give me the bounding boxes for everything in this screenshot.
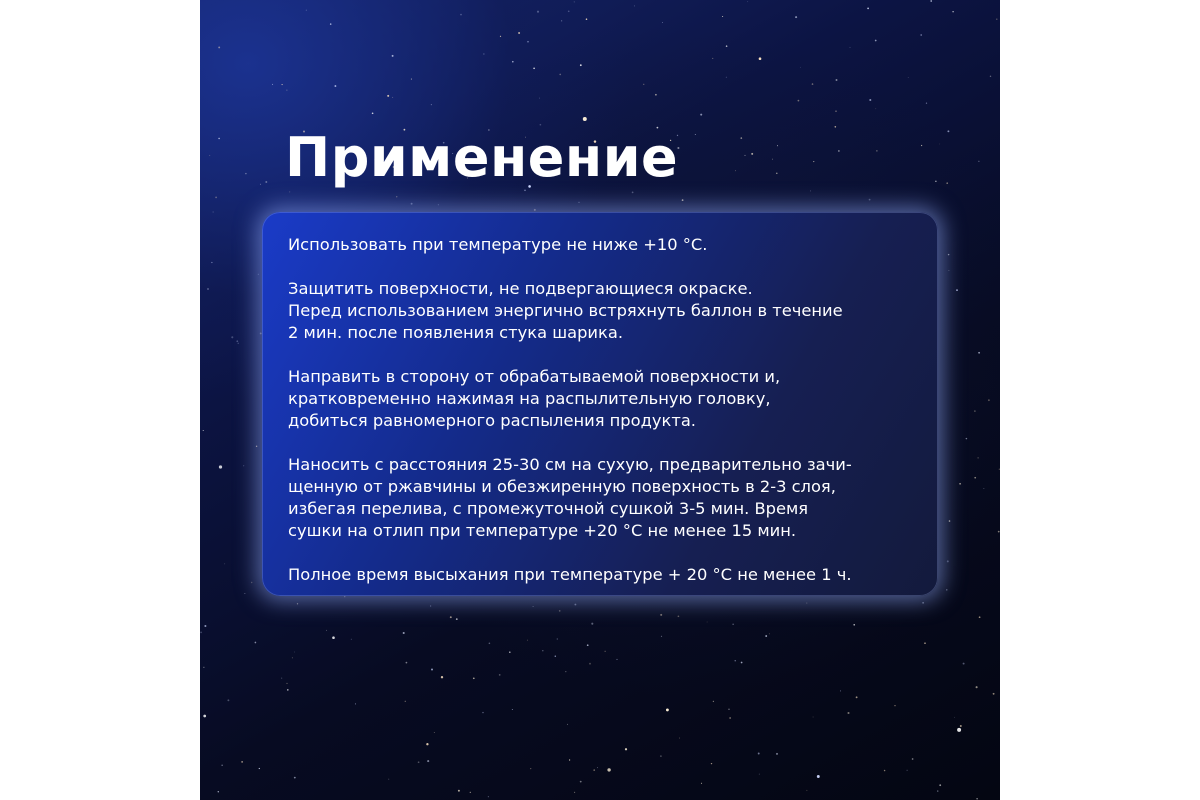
star [460,14,462,16]
text-line: Защитить поверхности, не подвергающиеся окраске. [288,279,753,298]
text-line: сушки на отлип при температуре +20 °С не менее 15 мин. [288,521,797,540]
paragraph-drying-time [288,564,916,586]
star [306,10,307,11]
star [617,659,618,660]
star [954,717,955,718]
star [998,531,1000,533]
star [974,410,975,411]
star [840,690,841,691]
star [569,759,570,760]
star [332,636,335,639]
star [555,655,556,656]
star [272,84,273,85]
star [218,138,219,139]
star [662,22,663,23]
star [700,114,702,116]
star [838,150,839,151]
star [326,630,327,631]
star [251,582,252,583]
star [765,635,767,637]
star [334,85,336,87]
star [222,765,223,766]
star [441,676,443,678]
star [213,212,214,213]
star [977,457,978,458]
star [747,1,748,2]
star [772,159,773,160]
star [884,770,886,772]
star [458,790,460,792]
star [218,791,219,792]
star [281,678,282,679]
star [800,67,801,68]
star [431,104,432,105]
star [660,755,662,757]
star [238,343,239,344]
star [935,181,936,182]
star [224,563,225,564]
star [776,173,777,174]
star [978,352,980,354]
star [678,615,680,617]
star [589,663,591,665]
star [922,602,923,603]
text-line: кратковременно нажимая на распылительную головку, [288,389,771,408]
paragraph-preparation [288,278,916,344]
star [259,768,260,769]
star [939,144,940,145]
star [912,758,914,760]
star [473,677,475,679]
star [218,46,220,48]
star [294,652,295,653]
star [949,520,951,522]
paragraph-application [288,454,916,542]
star [924,642,926,644]
star [978,161,979,162]
star [286,90,287,91]
star [867,7,869,9]
star [499,674,501,676]
star [524,189,526,191]
star [660,614,662,616]
star [542,650,543,651]
star [527,640,528,641]
star [470,792,471,793]
text-line: 2 мин. после появления стука шарика. [288,323,623,342]
paragraph-spraying [288,366,916,432]
star [729,717,730,718]
star [578,202,579,203]
star [712,58,713,59]
star [963,663,965,665]
star [926,103,927,104]
star [434,732,435,733]
star [411,203,413,205]
star [243,465,244,466]
star [806,603,807,604]
star [597,767,598,768]
star [741,662,743,664]
text-line: добиться равномерного распыления продукта. [288,411,696,430]
star [431,669,433,671]
star [875,40,877,42]
star [527,41,529,43]
star [806,790,807,791]
star [695,134,696,135]
star [726,45,728,47]
star [355,703,356,704]
star [956,289,958,291]
star [593,769,595,771]
star [810,190,811,191]
star [591,623,593,625]
star [200,632,202,634]
star [231,336,233,338]
star [282,84,283,85]
star [587,644,589,646]
star [583,117,587,121]
star [450,616,452,618]
star [849,47,850,48]
star [534,209,536,211]
star [661,636,662,637]
star [509,651,511,653]
star [605,651,606,652]
star [607,768,610,771]
star [869,199,871,201]
star [351,639,352,640]
star [245,173,246,174]
star [297,603,298,604]
star [405,701,406,702]
star [241,761,243,763]
star [999,469,1000,470]
text-line: Использовать при температуре не ниже +10 °С. [288,235,708,254]
star [960,725,962,727]
star [948,254,949,255]
star [976,798,977,799]
star [292,658,293,659]
star [759,57,762,60]
star [988,399,990,401]
star [812,83,814,85]
text-line: Перед использованием энергично встряхнуть баллон в течение [288,301,843,320]
star [561,20,562,21]
star [258,274,259,275]
star [993,693,995,695]
star [539,98,540,99]
star [211,262,212,263]
star [533,67,535,69]
star [372,112,374,114]
star [565,671,566,672]
star [769,634,770,635]
star [726,77,727,78]
star [219,465,222,468]
star [430,606,431,607]
star [655,94,657,96]
star [287,689,289,691]
star [682,199,684,201]
star [482,712,483,713]
star [947,560,949,562]
star [294,777,296,779]
star [813,717,814,718]
star [236,340,238,342]
star [483,54,484,55]
star [948,270,949,271]
star [207,288,208,289]
star [418,761,420,763]
star [974,477,976,479]
star [344,596,345,597]
star [203,667,204,668]
star [643,84,644,85]
star [733,624,734,625]
star [533,606,534,607]
star [574,604,576,606]
star [387,95,389,97]
star [921,145,922,146]
star [426,743,428,745]
star [856,696,858,698]
star [512,61,514,63]
star [735,660,736,661]
star [920,34,922,36]
star [707,622,708,623]
star [984,488,985,489]
star [260,184,261,185]
star [966,438,967,439]
paragraph-temperature [288,234,916,256]
star [568,10,570,12]
star [728,708,730,710]
star [701,783,702,784]
star [847,712,849,714]
star [396,196,397,197]
star [947,130,949,132]
star [957,728,961,732]
star [759,774,760,775]
star [586,18,588,20]
starry-background [200,0,1000,800]
star [679,738,680,739]
star [908,77,909,78]
star [959,483,961,485]
star [392,97,393,98]
star [567,724,568,725]
star [795,16,797,18]
star [946,182,948,184]
star [930,0,932,2]
star [853,624,855,626]
star [557,639,558,640]
star [713,701,714,702]
star [574,1,575,2]
star [776,753,778,755]
text-line: Направить в сторону от обрабатываемой поверхности и, [288,367,781,386]
star [735,170,736,171]
star [265,181,267,183]
star [979,616,981,618]
star [438,204,439,205]
star [518,32,520,34]
star [758,753,760,755]
star [740,137,742,139]
star [835,126,837,128]
star [836,79,838,81]
star [634,5,635,6]
star [711,763,712,764]
instructions-card [262,212,938,596]
star [204,625,206,627]
star [666,708,669,711]
star [894,705,895,706]
star [403,632,405,634]
star [456,618,458,620]
star [392,55,394,57]
star [203,715,206,718]
star [530,768,531,769]
star [876,150,877,151]
star [500,36,501,37]
star [406,662,408,664]
star [946,589,947,590]
star [411,79,412,80]
star [209,155,210,156]
star [537,11,539,13]
star [287,683,288,684]
star [330,23,331,24]
star [976,686,978,688]
star [869,99,871,101]
star [777,145,778,146]
star [580,64,582,66]
text-line: избегая перелива, с промежуточной сушкой 3-5 мин. Время [288,499,809,518]
star [427,760,429,762]
text-line: Полное время высыхания при температуре + 20 °С не менее 1 ч. [288,565,852,584]
star [512,709,513,710]
star [574,792,575,793]
star [227,699,229,701]
star [744,155,745,156]
star [751,153,753,155]
star [813,161,814,162]
star [489,643,491,645]
star [952,11,953,12]
star [937,791,938,792]
star [559,610,561,612]
page-title: Применение [285,126,679,189]
star [835,110,837,112]
text-line: Наносить с расстояния 25-30 см на сухую, предварительно зачи- [288,455,852,474]
star [722,16,723,17]
star [996,19,997,20]
star [559,74,561,76]
star [488,796,489,797]
star [580,781,582,783]
star [388,779,389,780]
star [625,748,627,750]
star [875,108,876,109]
star [203,430,204,431]
star [256,446,257,447]
star [215,197,217,199]
star [289,191,290,192]
star [798,100,800,102]
star [817,775,820,778]
star [632,192,634,194]
star [990,76,991,77]
star [255,642,257,644]
text-line: щенную от ржавчины и обезжиренную поверхность в 2-3 слоя, [288,477,836,496]
star [907,770,908,771]
star [245,593,246,594]
star [939,784,941,786]
